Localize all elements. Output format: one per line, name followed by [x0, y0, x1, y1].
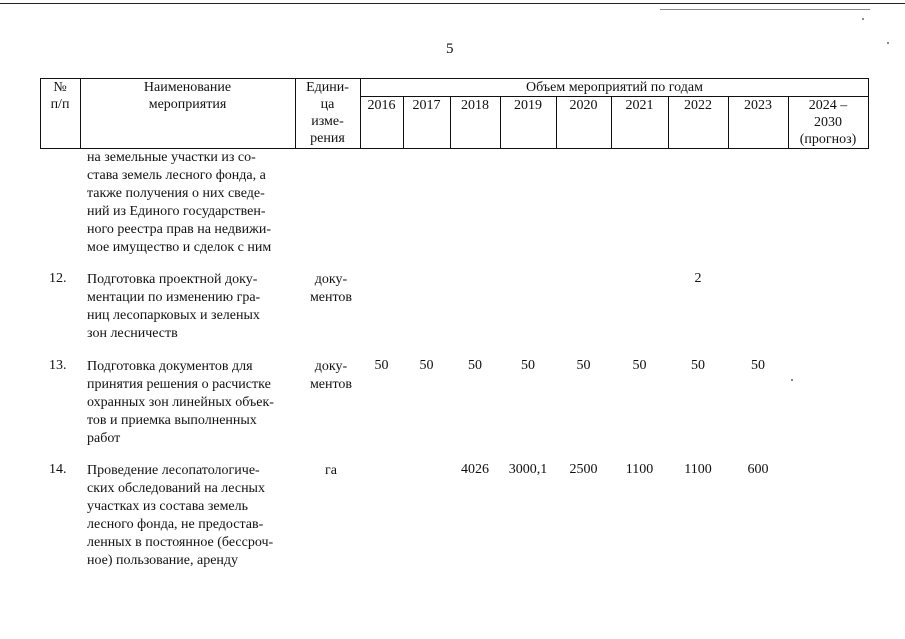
- unit-line: ментов: [309, 377, 353, 392]
- row-12-unit: [305, 271, 357, 307]
- name-line: участках из состава земель: [87, 499, 249, 514]
- name-line: охранных зон линейных объек-: [87, 395, 274, 410]
- scan-speck: [791, 379, 793, 381]
- header-year-2024-2030: [788, 97, 868, 148]
- name-line: на земельные участки из со-: [87, 150, 256, 165]
- name-line: Подготовка проектной доку-: [87, 272, 258, 287]
- header-name-line1: Наименование: [143, 80, 232, 95]
- row-14-value-2018: 4026: [461, 462, 489, 477]
- unit-line: доку-: [314, 272, 348, 287]
- header-num: [40, 79, 80, 113]
- row-13-value-2023: 50: [751, 358, 765, 373]
- name-line: мое имущество и сделок с ним: [87, 240, 272, 255]
- header-name: [80, 79, 295, 113]
- row-13-value-2017: 50: [419, 358, 434, 373]
- name-line: принятия решения о расчистке: [87, 377, 271, 392]
- scan-speck: [862, 18, 864, 20]
- name-line: также получения о них сведе-: [87, 186, 265, 201]
- name-line: ленных в постоянное (бессроч-: [87, 535, 274, 550]
- page-top-border: [0, 3, 905, 4]
- row-13-value-2016: 50: [374, 358, 389, 373]
- row-14-name: [87, 462, 291, 570]
- header-last-year-line: 2024 –: [808, 98, 848, 113]
- row-13-value-2020: 50: [576, 358, 591, 373]
- header-unit-line: Едини-: [306, 80, 349, 95]
- table-header: [40, 78, 869, 149]
- row-14-value-2023: 600: [747, 462, 769, 477]
- header-year-2018: 2018: [461, 98, 489, 113]
- name-line: ного реестра прав на недвижи-: [87, 222, 271, 237]
- header-num-line2: п/п: [50, 97, 70, 112]
- scan-speck: [887, 42, 889, 44]
- header-year-2021: 2021: [625, 98, 654, 113]
- name-line: зон лесничеств: [87, 326, 178, 341]
- row-continuation-name: [87, 149, 291, 257]
- name-line: ное) пользование, аренду: [87, 553, 239, 568]
- row-14-unit: [305, 462, 357, 480]
- row-13-value-2021: 50: [632, 358, 647, 373]
- name-line: ний из Единого государствен-: [87, 204, 266, 219]
- header-year-2016: 2016: [367, 98, 396, 113]
- row-12-value-2022: 2: [694, 271, 702, 286]
- unit-line: ментов: [309, 290, 353, 305]
- row-14-value-2021: 1100: [625, 462, 654, 477]
- name-line: става земель лесного фонда, а: [87, 168, 266, 183]
- unit-line: га: [325, 463, 337, 478]
- row-14-value-2020: 2500: [569, 462, 598, 477]
- header-year-2023: 2023: [744, 98, 772, 113]
- header-year-2019: 2019: [514, 98, 542, 113]
- header-unit-line: рения: [310, 131, 345, 146]
- header-last-year-line: 2030: [814, 115, 842, 130]
- page-number: 5: [446, 41, 454, 57]
- row-13-value-2018: 50: [468, 358, 482, 373]
- header-year-2022: 2022: [684, 98, 712, 113]
- row-13-name: [87, 358, 291, 448]
- row-12-number: 12.: [49, 271, 67, 286]
- header-unit: [295, 79, 360, 147]
- name-line: ментации по изменению гра-: [87, 290, 261, 305]
- row-13-value-2022: 50: [691, 358, 705, 373]
- header-name-line2: мероприятия: [148, 97, 227, 112]
- row-13-unit: [305, 358, 357, 394]
- header-year-2020: 2020: [569, 98, 598, 113]
- header-num-line1: №: [53, 80, 67, 95]
- unit-line: доку-: [314, 359, 348, 374]
- row-14-value-2019: 3000,1: [508, 462, 548, 477]
- name-line: ниц лесопарковых и зеленых: [87, 308, 260, 323]
- row-14-value-2022: 1100: [684, 462, 712, 477]
- header-last-year-line: (прогноз): [799, 132, 857, 147]
- row-13-value-2019: 50: [521, 358, 535, 373]
- name-line: Проведение лесопатологиче-: [87, 463, 260, 478]
- name-line: лесного фонда, не предостав-: [87, 517, 264, 532]
- row-14-number: 14.: [49, 462, 67, 477]
- header-unit-line: ца: [320, 97, 335, 112]
- row-12-name: [87, 271, 291, 343]
- row-13-number: 13.: [49, 358, 67, 373]
- header-group-title: Объем мероприятий по годам: [526, 80, 703, 95]
- name-line: Подготовка документов для: [87, 359, 253, 374]
- header-year-2017: 2017: [412, 98, 441, 113]
- name-line: ских обследований на лесных: [87, 481, 265, 496]
- name-line: работ: [87, 431, 121, 446]
- name-line: тов и приемка выполненных: [87, 413, 257, 428]
- header-unit-line: изме-: [311, 114, 344, 129]
- page-top-border-secondary: [660, 9, 870, 10]
